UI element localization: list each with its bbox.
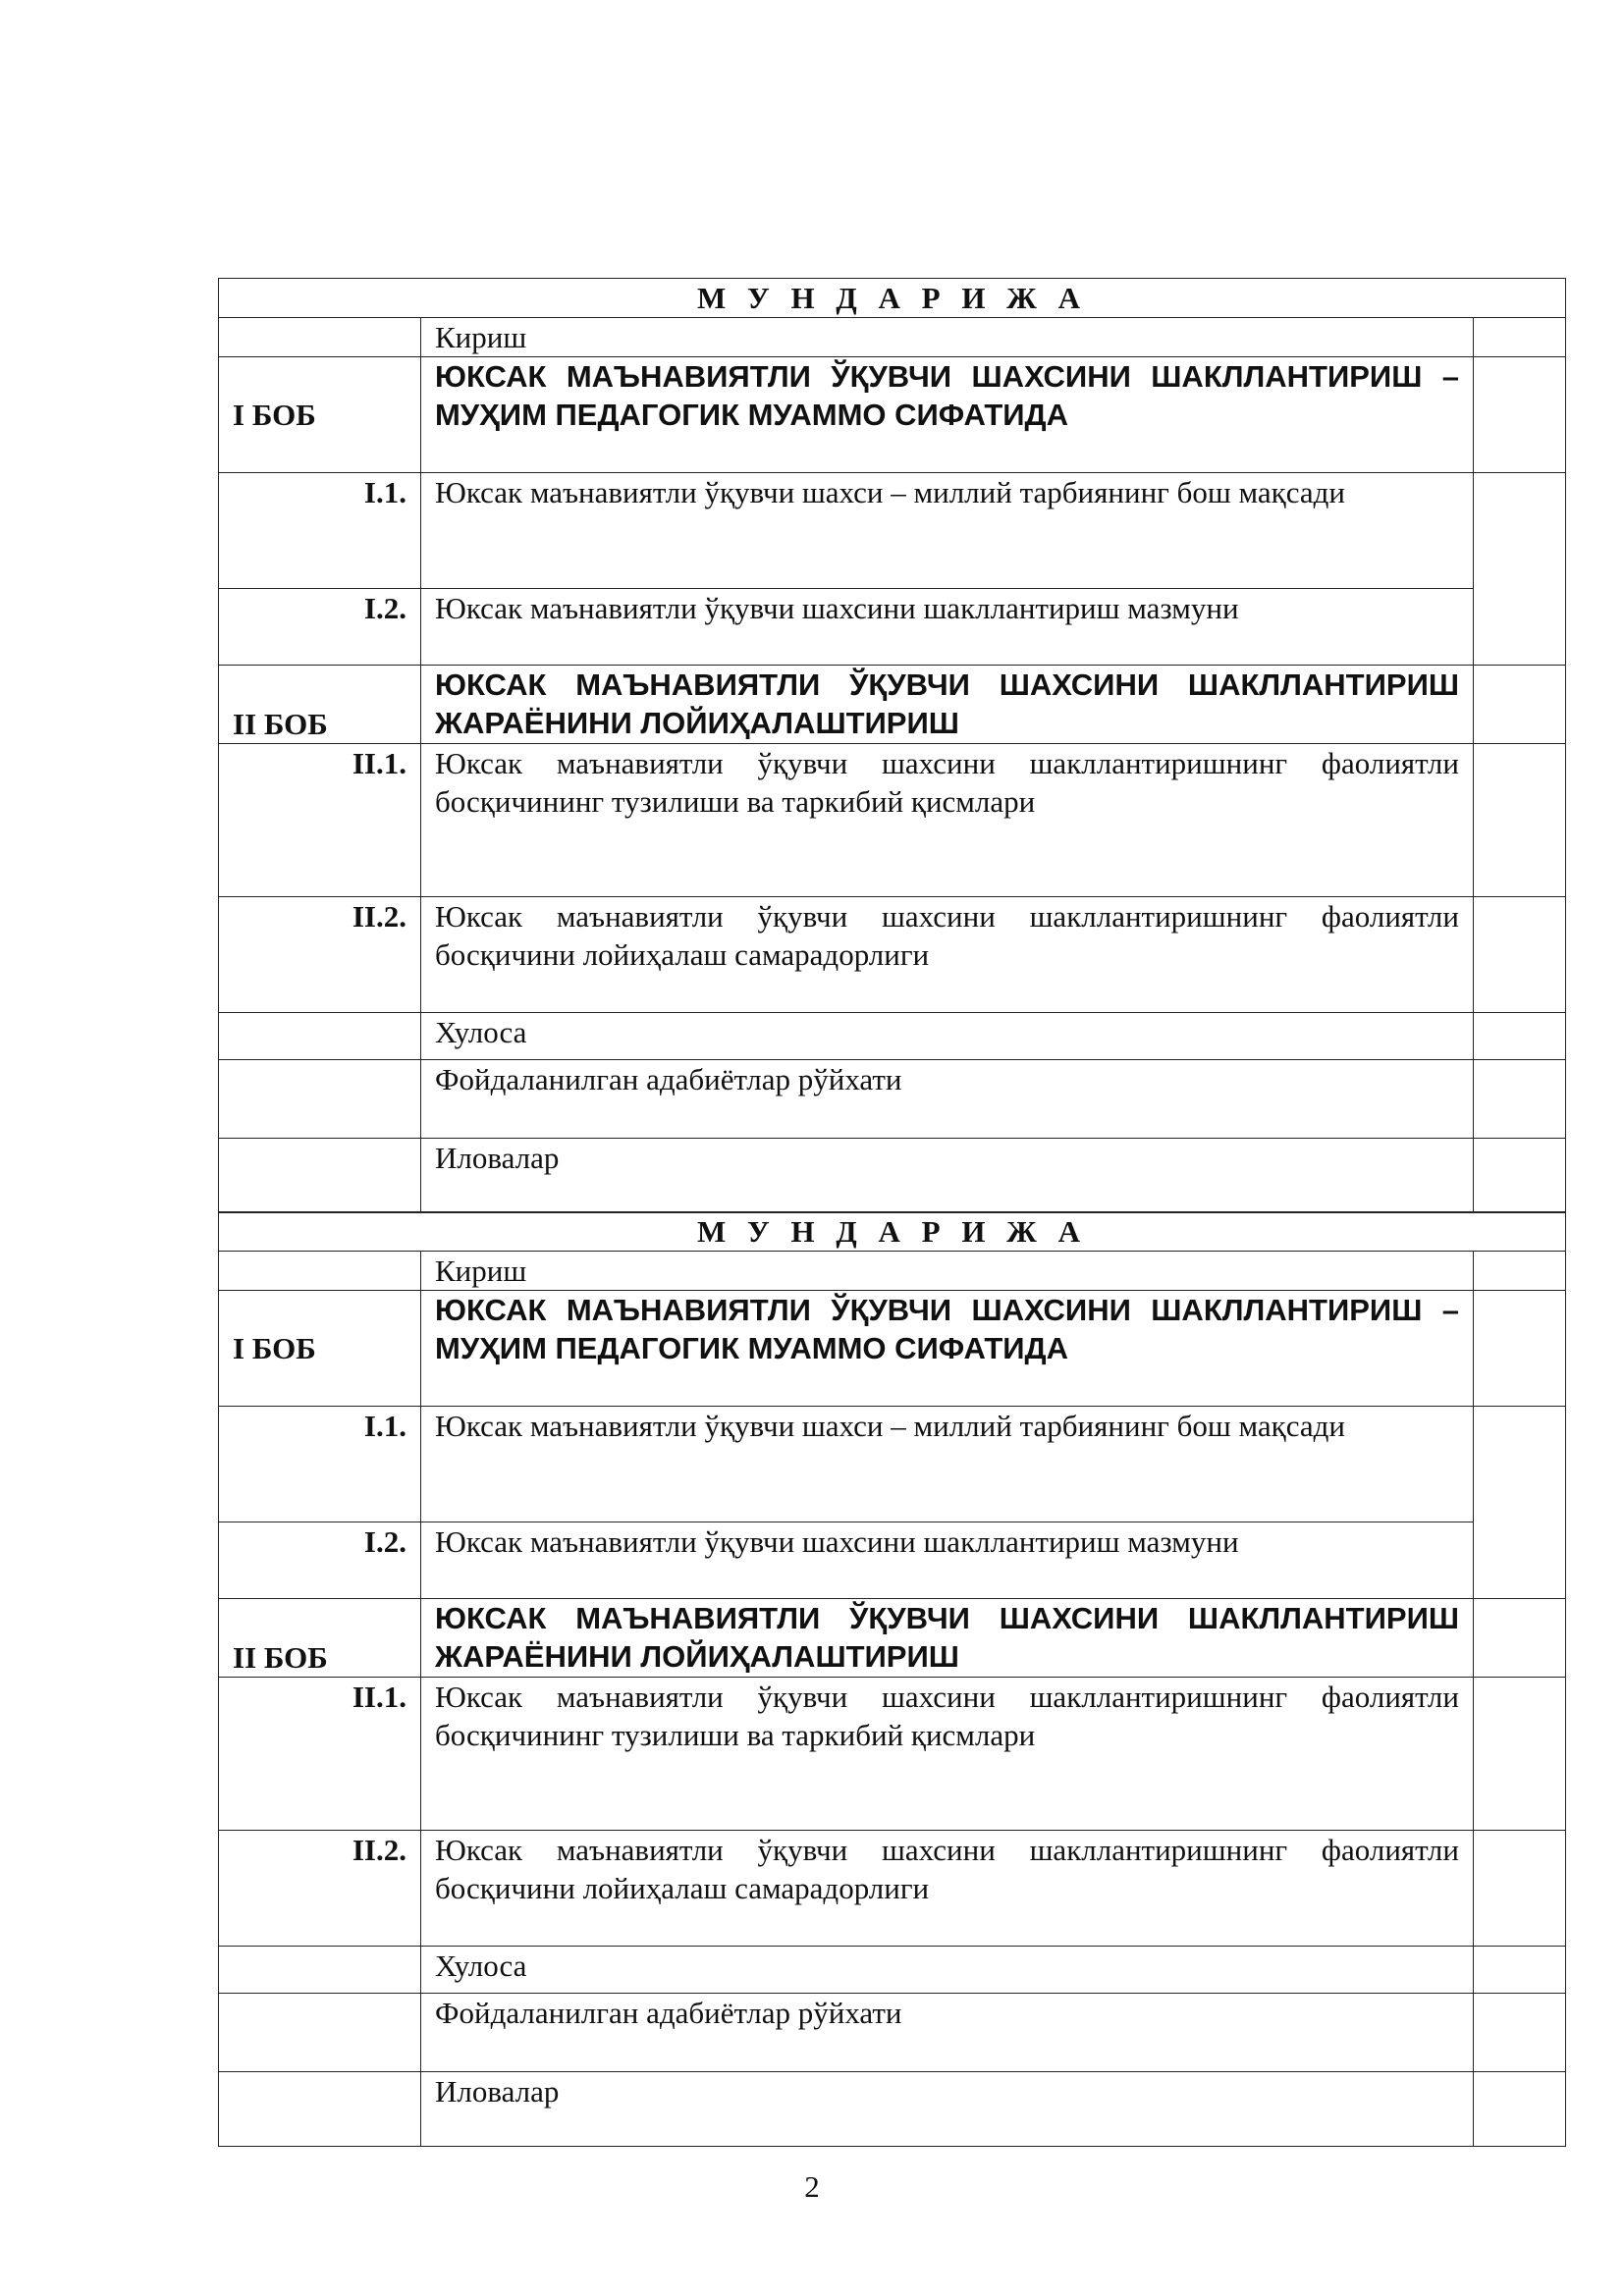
section-1-2-text: Юксак маънавиятли ўқувчи шахсини шакллантириш мазмуни: [421, 589, 1474, 666]
section-1-2-num: I.2.: [219, 1522, 421, 1599]
section-2-2-text: Юксак маънавиятли ўқувчи шахсини шакллантиришнинг фаолиятли босқичини лойиҳалаш самарадорлиги: [421, 1831, 1474, 1947]
section-2-2-num: II.2.: [219, 1831, 421, 1947]
chapter-1-label: I БОБ: [219, 357, 421, 473]
toc-references: Фойдаланилган адабиётлар рўйхати: [421, 1994, 1474, 2072]
toc-table-1: [218, 278, 1566, 1213]
page-number: 2: [804, 2169, 820, 2204]
section-2-2-num: II.2.: [219, 897, 421, 1013]
section-2-1-num: II.1.: [219, 1678, 421, 1831]
toc-appendices: Иловалар: [421, 1139, 1474, 1213]
section-2-1-text: Юксак маънавиятли ўқувчи шахсини шакллантиришнинг фаолиятли босқичининг тузилиши ва таркибий қисмлари: [421, 744, 1474, 897]
section-1-1-num: I.1.: [219, 1407, 421, 1522]
chapter-1-title: ЮКСАК МАЪНАВИЯТЛИ ЎҚУВЧИ ШАХСИНИ ШАКЛЛАНТИРИШ – МУҲИМ ПЕДАГОГИК МУАММО СИФАТИДА: [421, 357, 1474, 473]
toc-references: Фойдаланилган адабиётлар рўйхати: [421, 1060, 1474, 1139]
section-2-1-text: Юксак маънавиятли ўқувчи шахсини шакллантиришнинг фаолиятли босқичининг тузилиши ва таркибий қисмлари: [421, 1678, 1474, 1831]
chapter-2-title: ЮКСАК МАЪНАВИЯТЛИ ЎҚУВЧИ ШАХСИНИ ШАКЛЛАНТИРИШ ЖАРАЁНИНИ ЛОЙИҲАЛАШТИРИШ: [421, 1599, 1474, 1678]
section-1-2-text: Юксак маънавиятли ўқувчи шахсини шакллантириш мазмуни: [421, 1522, 1474, 1599]
chapter-1-title: ЮКСАК МАЪНАВИЯТЛИ ЎҚУВЧИ ШАХСИНИ ШАКЛЛАНТИРИШ – МУҲИМ ПЕДАГОГИК МУАММО СИФАТИДА: [421, 1291, 1474, 1407]
toc-conclusion: Хулоса: [421, 1947, 1474, 1994]
section-1-1-text: Юксак маънавиятли ўқувчи шахси – миллий тарбиянинг бош мақсади: [421, 1407, 1474, 1522]
section-2-1-num: II.1.: [219, 744, 421, 897]
toc-title: М У Н Д А Р И Ж А: [219, 1212, 1566, 1252]
chapter-1-label: I БОБ: [219, 1291, 421, 1407]
toc-appendices: Иловалар: [421, 2072, 1474, 2147]
section-1-2-num: I.2.: [219, 589, 421, 666]
section-1-1-text: Юксак маънавиятли ўқувчи шахси – миллий тарбиянинг бош мақсади: [421, 473, 1474, 589]
toc-table-2: [218, 1211, 1566, 2147]
section-1-1-num: I.1.: [219, 473, 421, 589]
chapter-2-title: ЮКСАК МАЪНАВИЯТЛИ ЎҚУВЧИ ШАХСИНИ ШАКЛЛАНТИРИШ ЖАРАЁНИНИ ЛОЙИҲАЛАШТИРИШ: [421, 666, 1474, 744]
toc-title: М У Н Д А Р И Ж А: [219, 279, 1566, 318]
chapter-2-label: II БОБ: [219, 1599, 421, 1678]
toc-intro: Кириш: [421, 1252, 1474, 1291]
chapter-2-label: II БОБ: [219, 666, 421, 744]
toc-intro: Кириш: [421, 318, 1474, 357]
toc-conclusion: Хулоса: [421, 1013, 1474, 1060]
section-2-2-text: Юксак маънавиятли ўқувчи шахсини шакллантиришнинг фаолиятли босқичини лойиҳалаш самарадорлиги: [421, 897, 1474, 1013]
